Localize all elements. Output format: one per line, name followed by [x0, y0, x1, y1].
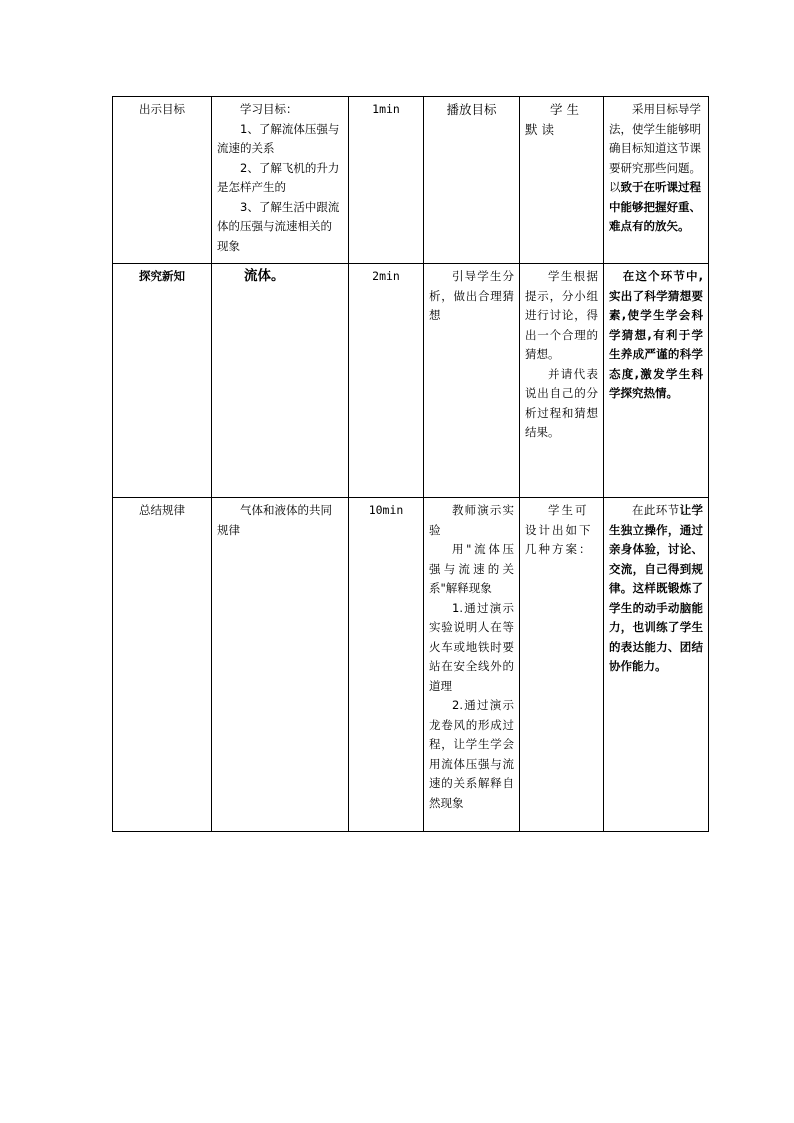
student-text: 并请代表说出自己的分析过程和猜想结果。: [525, 366, 598, 439]
teacher-activity-cell: [424, 498, 520, 832]
teacher-activity-cell: 播放目标: [424, 97, 520, 264]
content-cell: 气体和液体的共同规律: [212, 498, 349, 832]
teacher-text: 用"流体压强与流速的关系"解释现象: [429, 542, 514, 595]
goal-title: 学习目标：: [240, 102, 298, 116]
time-cell: 1min: [349, 97, 424, 264]
student-activity-cell: 学生默读: [520, 97, 604, 264]
design-text-bold: 让学生独立操作，通过亲身体验，讨论、交流，自己得到规律。这样既锻炼了学生的动手动脑能力，也训练了学生的表达能力、团结协作能力。: [609, 503, 704, 673]
design-intent-cell: 在这个环节中,实出了科学猜想要素,使学生学会科学猜想,有利于学生养成严谨的科学态度,激发学生科学探究热情。: [604, 264, 709, 498]
teacher-text: 2.通过演示龙卷风的形成过程，让学生学会用流体压强与流速的关系解释自然现象: [429, 698, 514, 810]
design-intent-cell: [604, 97, 709, 264]
design-text: 在此环节: [632, 503, 680, 517]
table-row: [113, 97, 709, 264]
table-row: [113, 498, 709, 832]
content-cell: 流体。: [212, 264, 349, 498]
student-activity-cell: 学生可设计出如下几种方案：: [520, 498, 604, 832]
stage-cell: 总结规律: [113, 498, 212, 832]
teacher-text: 教师演示实验: [429, 503, 514, 537]
teacher-activity-cell: 引导学生分析，做出合理猜想: [424, 264, 520, 498]
design-intent-cell: [604, 498, 709, 832]
content-cell: [212, 97, 349, 264]
teacher-text: 1.通过演示实验说明人在等火车或地铁时要站在安全线外的道理: [429, 600, 514, 693]
lesson-plan-table: [112, 96, 709, 832]
student-text: 学生根据提示，分小组进行讨论，得出一个合理的猜想。: [525, 269, 598, 361]
design-text-bold: 致于在听课过程中能够把握好重、难点有的放矢。: [609, 180, 701, 233]
goal-item: 2、了解飞机的升力是怎样产生的: [217, 160, 340, 194]
student-activity-cell: [520, 264, 604, 498]
goal-item: 3、了解生活中跟流体的压强与流速相关的现象: [217, 199, 340, 253]
time-cell: 10min: [349, 498, 424, 832]
goal-item: 1、了解流体压强与流速的关系: [217, 121, 340, 155]
time-cell: 2min: [349, 264, 424, 498]
stage-cell: 探究新知: [113, 264, 212, 498]
stage-cell: 出示目标: [113, 97, 212, 264]
design-text: 采用目标导学法，使学生能够明确目标知道这节课要研究那些问题。以: [609, 102, 701, 194]
table-row: [113, 264, 709, 498]
